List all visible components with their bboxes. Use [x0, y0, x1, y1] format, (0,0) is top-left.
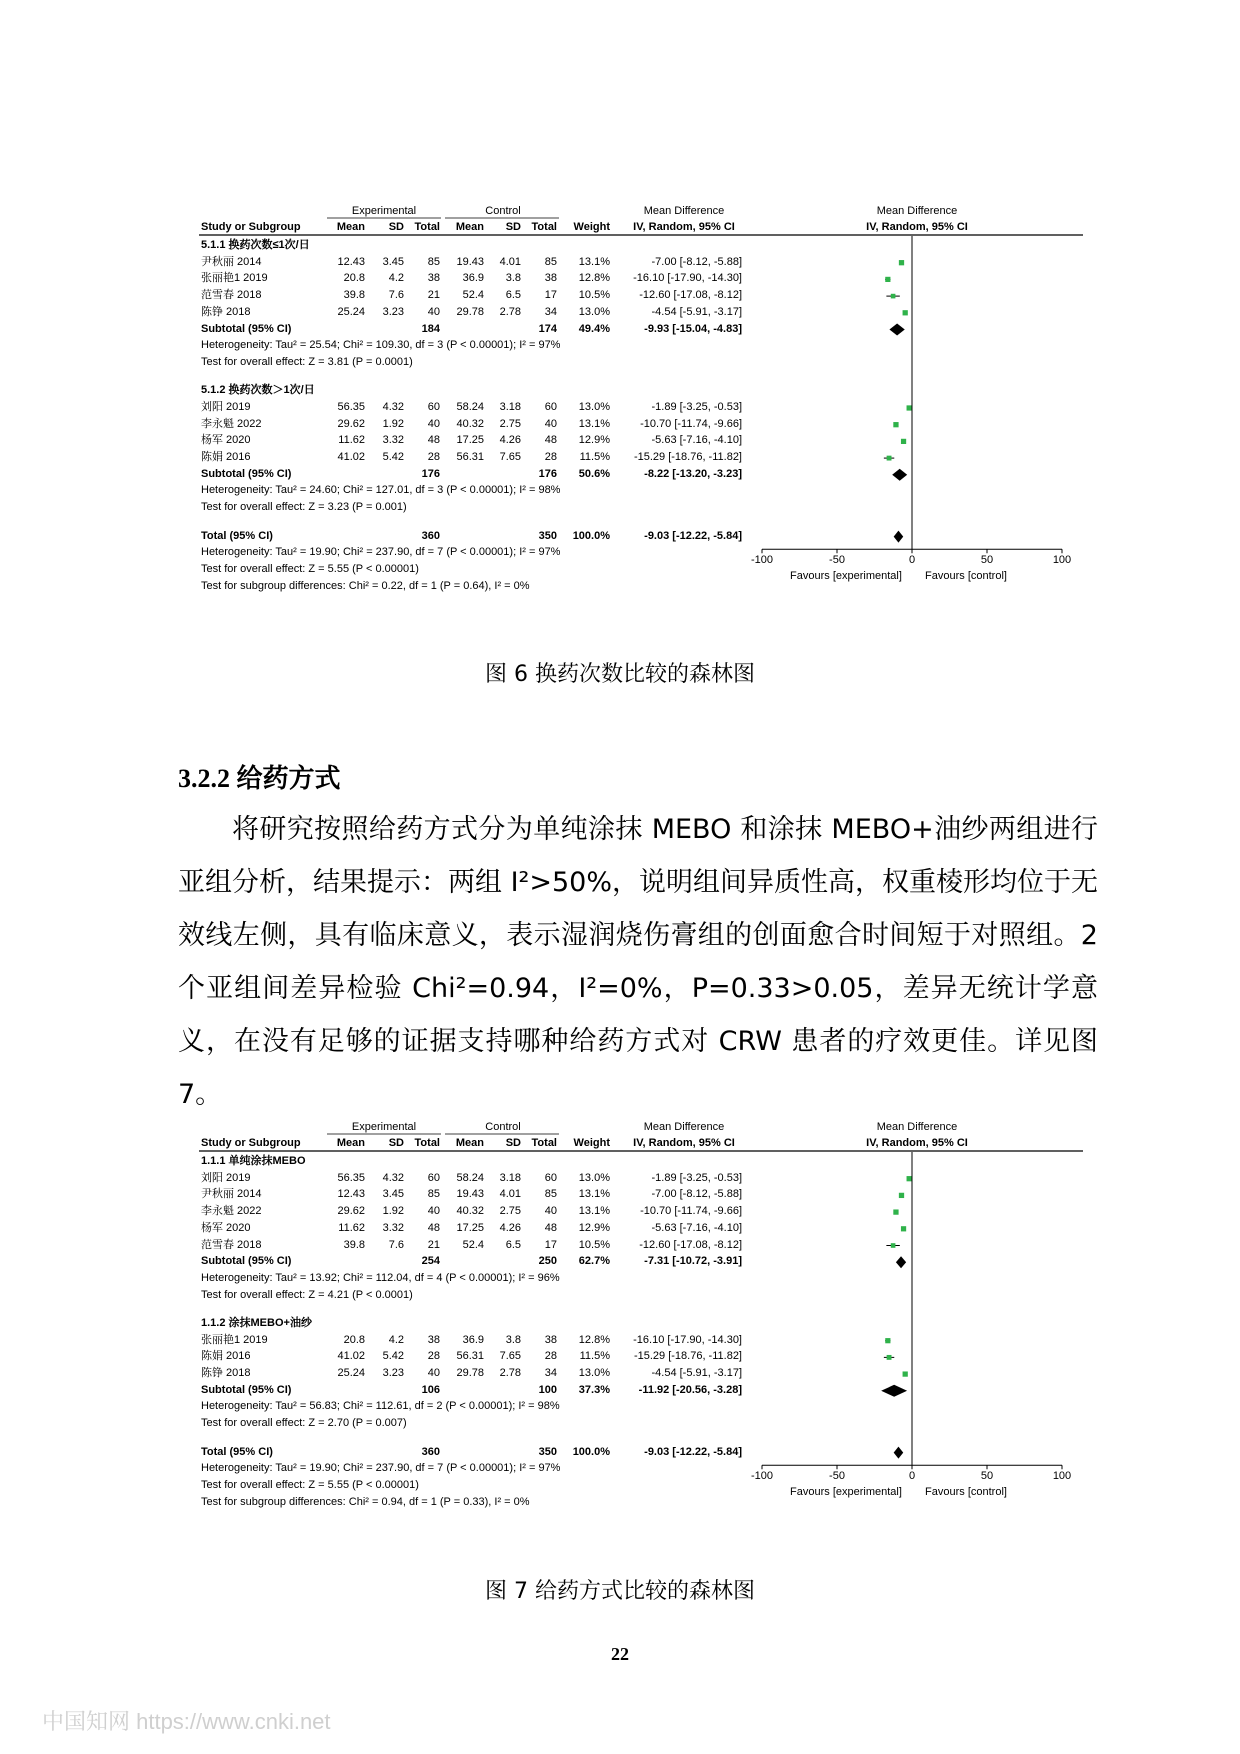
exp-total: 38	[427, 1333, 440, 1346]
ctrl-total: 28	[544, 451, 557, 464]
ctrl-total: 40	[544, 1205, 557, 1218]
subtotal-weight: 49.4%	[578, 322, 610, 335]
ctrl-total: 48	[544, 1221, 557, 1234]
ctrl-sd: 7.65	[499, 451, 521, 464]
header-mean: Mean	[455, 221, 484, 233]
subtotal-exp-total: 184	[421, 322, 440, 335]
header-total: Total	[414, 221, 440, 233]
total-ci: -9.03 [-12.22, -5.84]	[644, 529, 742, 542]
exp-total: 60	[427, 1171, 440, 1184]
study-weight: 13.0%	[578, 305, 610, 318]
total-exp-total: 360	[421, 529, 440, 542]
study-ci: -5.63 [-7.16, -4.10]	[651, 434, 742, 447]
exp-mean: 11.62	[338, 434, 365, 447]
ctrl-mean: 52.4	[462, 289, 484, 302]
exp-sd: 4.32	[382, 1171, 404, 1184]
subtotal-ctrl-total: 100	[538, 1383, 557, 1396]
subtotal-weight: 62.7%	[578, 1255, 610, 1268]
exp-mean: 56.35	[337, 400, 365, 413]
total-overall-effect-text: Test for overall effect: Z = 5.55 (P < 0.00001)	[201, 1478, 419, 1491]
effect-square	[901, 1226, 906, 1231]
ctrl-total: 34	[544, 1367, 557, 1380]
header-mean-difference: Mean Difference	[643, 1121, 725, 1133]
ctrl-mean: 40.32	[456, 417, 484, 430]
exp-mean: 56.35	[337, 1171, 365, 1184]
x-tick-label: 100	[1052, 554, 1072, 567]
ctrl-sd: 3.18	[499, 400, 521, 413]
ctrl-mean: 56.31	[456, 1350, 484, 1363]
effect-square	[891, 1243, 896, 1248]
favours-control-label: Favours [control]	[925, 1486, 1007, 1499]
study-weight: 10.5%	[578, 289, 610, 302]
ctrl-sd: 3.18	[499, 1171, 521, 1184]
exp-total: 21	[427, 1238, 440, 1251]
exp-sd: 3.32	[382, 434, 404, 447]
ctrl-mean: 58.24	[456, 1171, 484, 1184]
header-ci-plot: IV, Random, 95% CI	[866, 221, 968, 233]
ctrl-sd: 6.5	[505, 1238, 521, 1251]
subtotal-ci: -9.93 [-15.04, -4.83]	[644, 322, 742, 335]
exp-total: 40	[427, 305, 440, 318]
exp-mean: 20.8	[343, 272, 365, 285]
study-weight: 11.5%	[579, 451, 610, 464]
study-weight: 11.5%	[579, 1350, 610, 1363]
ctrl-sd: 4.26	[499, 1221, 521, 1234]
exp-sd: 3.32	[382, 1221, 404, 1234]
ctrl-mean: 36.9	[462, 272, 484, 285]
exp-mean: 20.8	[343, 1333, 365, 1346]
ctrl-sd: 2.78	[499, 1367, 521, 1380]
study-weight: 13.1%	[578, 417, 610, 430]
exp-sd: 5.42	[382, 1350, 404, 1363]
header-experimental: Experimental	[351, 1121, 417, 1133]
x-tick-label: 0	[908, 1470, 916, 1483]
header-mean-difference-plot: Mean Difference	[876, 1121, 958, 1133]
ctrl-mean: 58.24	[456, 400, 484, 413]
paragraph-text: 将研究按照给药方式分为单纯涂抹 MEBO 和涂抹 MEBO+油纱两组进行亚组分析，结果提示：两组 I²>50%，说明组间异质性高，权重棱形均位于无效线左侧，具有临床意义，表示湿润烧伤膏组的创面愈合时间短于对照组。2 个亚组间差异检验 Chi²=0.94，I²=0%，P=0.33>0.05，差异无统计学意义，在没有足够的证据支持哪种给药方式对 CRW 患者的疗效更佳。详见图 7。	[178, 814, 1099, 1110]
exp-mean: 39.8	[343, 289, 365, 302]
subgroup-label: 5.1.2 换药次数＞1次/日	[201, 384, 315, 397]
exp-sd: 4.32	[382, 400, 404, 413]
section-heading: 3.2.2 给药方式	[178, 764, 341, 793]
ctrl-total: 34	[544, 305, 557, 318]
exp-mean: 41.02	[337, 1350, 365, 1363]
study-weight: 13.1%	[578, 1205, 610, 1218]
figure-7-caption: 图 7 给药方式比较的森林图	[485, 1579, 755, 1604]
study-ci: -16.10 [-17.90, -14.30]	[633, 272, 742, 285]
study-name: 陈娟 2016	[201, 451, 251, 464]
subtotal-ctrl-total: 174	[538, 322, 557, 335]
total-weight: 100.0%	[572, 1445, 610, 1458]
exp-sd: 1.92	[382, 1205, 404, 1218]
study-ci: -1.89 [-3.25, -0.53]	[651, 1171, 742, 1184]
study-name: 张丽艳1 2019	[201, 272, 268, 285]
ctrl-sd: 2.78	[499, 305, 521, 318]
subgroup-label: 1.1.1 单纯涂抹MEBO	[201, 1155, 306, 1167]
ctrl-mean: 17.25	[456, 434, 484, 447]
subgroup-differences-text: Test for subgroup differences: Chi² = 0.22, df = 1 (P = 0.64), I² = 0%	[201, 579, 530, 592]
subtotal-label: Subtotal (95% CI)	[201, 1255, 292, 1268]
study-ci: -12.60 [-17.08, -8.12]	[639, 289, 742, 302]
exp-total: 21	[427, 289, 440, 302]
exp-mean: 12.43	[337, 255, 365, 268]
subtotal-weight: 37.3%	[578, 1383, 610, 1396]
ctrl-total: 60	[544, 1171, 557, 1184]
study-name: 李永魁 2022	[201, 417, 262, 430]
header-mean: Mean	[455, 1137, 484, 1149]
favours-control-label: Favours [control]	[925, 570, 1007, 583]
header-control: Control	[485, 1121, 521, 1133]
exp-mean: 29.62	[337, 1205, 365, 1218]
study-ci: -15.29 [-18.76, -11.82]	[633, 451, 742, 464]
study-ci: -7.00 [-8.12, -5.88]	[651, 255, 742, 268]
header-total: Total	[531, 221, 557, 233]
exp-sd: 5.42	[382, 451, 404, 464]
study-weight: 13.1%	[578, 255, 610, 268]
exp-total: 48	[427, 434, 440, 447]
exp-mean: 29.62	[337, 417, 365, 430]
ctrl-total: 85	[544, 255, 557, 268]
heterogeneity-text: Heterogeneity: Tau² = 13.92; Chi² = 112.04, df = 4 (P < 0.00001); I² = 96%	[201, 1271, 560, 1284]
exp-sd: 1.92	[382, 417, 404, 430]
subtotal-ctrl-total: 250	[538, 1255, 557, 1268]
exp-mean: 25.24	[337, 305, 365, 318]
x-tick-label: -50	[829, 1470, 845, 1483]
heterogeneity-text: Heterogeneity: Tau² = 56.83; Chi² = 112.61, df = 2 (P < 0.00001); I² = 98%	[201, 1400, 560, 1413]
x-tick-label: 50	[980, 554, 994, 567]
subtotal-label: Subtotal (95% CI)	[201, 467, 292, 480]
x-tick-label: -100	[750, 1470, 774, 1483]
effect-square	[907, 1176, 912, 1181]
exp-sd: 3.45	[382, 255, 404, 268]
ctrl-mean: 40.32	[456, 1205, 484, 1218]
heterogeneity-text: Heterogeneity: Tau² = 25.54; Chi² = 109.30, df = 3 (P < 0.00001); I² = 97%	[201, 339, 561, 352]
header-sd: SD	[388, 1137, 404, 1149]
header-mean: Mean	[336, 221, 365, 233]
study-name: 范雪春 2018	[201, 289, 262, 302]
study-name: 杨军 2020	[201, 434, 251, 447]
figure-6-caption: 图 6 换药次数比较的森林图	[485, 662, 755, 687]
header-sd: SD	[505, 1137, 521, 1149]
subgroup-label: 1.1.2 涂抹MEBO+油纱	[201, 1316, 312, 1329]
ctrl-sd: 2.75	[499, 417, 521, 430]
exp-mean: 25.24	[337, 1367, 365, 1380]
exp-total: 40	[427, 1367, 440, 1380]
ctrl-mean: 36.9	[462, 1333, 484, 1346]
exp-total: 60	[427, 400, 440, 413]
study-weight: 12.8%	[578, 1333, 610, 1346]
ctrl-total: 17	[544, 1238, 557, 1251]
header-ci: IV, Random, 95% CI	[633, 1137, 735, 1149]
study-weight: 13.0%	[578, 1367, 610, 1380]
study-name: 尹秋丽 2014	[201, 1188, 262, 1201]
study-name: 刘阳 2019	[201, 400, 251, 413]
total-ci: -9.03 [-12.22, -5.84]	[644, 1445, 742, 1458]
study-ci: -7.00 [-8.12, -5.88]	[651, 1188, 742, 1201]
overall-effect-text: Test for overall effect: Z = 3.23 (P = 0.001)	[201, 501, 407, 514]
exp-sd: 4.2	[388, 1333, 404, 1346]
effect-square	[887, 1355, 892, 1360]
total-heterogeneity-text: Heterogeneity: Tau² = 19.90; Chi² = 237.90, df = 7 (P < 0.00001); I² = 97%	[201, 546, 561, 559]
ctrl-mean: 29.78	[456, 305, 484, 318]
total-label: Total (95% CI)	[201, 1445, 273, 1458]
ctrl-total: 48	[544, 434, 557, 447]
ctrl-total: 28	[544, 1350, 557, 1363]
ctrl-mean: 29.78	[456, 1367, 484, 1380]
study-ci: -4.54 [-5.91, -3.17]	[651, 305, 742, 318]
subtotal-label: Subtotal (95% CI)	[201, 322, 292, 335]
exp-total: 85	[427, 1188, 440, 1201]
header-control: Control	[485, 205, 521, 217]
ctrl-sd: 3.8	[505, 1333, 521, 1346]
study-name: 范雪春 2018	[201, 1238, 262, 1251]
header-sd: SD	[388, 221, 404, 233]
study-weight: 13.1%	[578, 1188, 610, 1201]
study-ci: -12.60 [-17.08, -8.12]	[639, 1238, 742, 1251]
exp-mean: 39.8	[343, 1238, 365, 1251]
exp-sd: 7.6	[388, 289, 404, 302]
exp-total: 85	[427, 255, 440, 268]
x-tick-label: 100	[1052, 1470, 1072, 1483]
ctrl-sd: 7.65	[499, 1350, 521, 1363]
total-label: Total (95% CI)	[201, 529, 273, 542]
header-mean: Mean	[336, 1137, 365, 1149]
study-name: 陈铮 2018	[201, 1367, 251, 1380]
header-experimental: Experimental	[351, 205, 417, 217]
study-weight: 13.0%	[578, 400, 610, 413]
subtotal-ci: -11.92 [-20.56, -3.28]	[638, 1383, 742, 1396]
total-overall-effect-text: Test for overall effect: Z = 5.55 (P < 0.00001)	[201, 562, 419, 575]
ctrl-total: 85	[544, 1188, 557, 1201]
study-ci: -1.89 [-3.25, -0.53]	[651, 400, 742, 413]
ctrl-sd: 4.26	[499, 434, 521, 447]
subtotal-label: Subtotal (95% CI)	[201, 1383, 292, 1396]
total-weight: 100.0%	[572, 529, 610, 542]
study-weight: 12.9%	[578, 434, 610, 447]
ctrl-sd: 4.01	[499, 1188, 521, 1201]
study-ci: -4.54 [-5.91, -3.17]	[651, 1367, 742, 1380]
study-ci: -16.10 [-17.90, -14.30]	[633, 1333, 742, 1346]
effect-square	[899, 1193, 904, 1198]
exp-sd: 4.2	[388, 272, 404, 285]
total-exp-total: 360	[421, 1445, 440, 1458]
study-name: 陈娟 2016	[201, 1350, 251, 1363]
subtotal-exp-total: 176	[421, 467, 440, 480]
study-weight: 10.5%	[578, 1238, 610, 1251]
overall-effect-text: Test for overall effect: Z = 4.21 (P < 0.0001)	[201, 1288, 413, 1301]
study-name: 尹秋丽 2014	[201, 255, 262, 268]
exp-total: 28	[427, 451, 440, 464]
header-total: Total	[414, 1137, 440, 1149]
ctrl-total: 60	[544, 400, 557, 413]
exp-total: 48	[427, 1221, 440, 1234]
study-weight: 12.8%	[578, 272, 610, 285]
ctrl-sd: 2.75	[499, 1205, 521, 1218]
effect-square	[903, 1371, 908, 1376]
exp-sd: 3.45	[382, 1188, 404, 1201]
subgroup-differences-text: Test for subgroup differences: Chi² = 0.94, df = 1 (P = 0.33), I² = 0%	[201, 1495, 530, 1508]
ctrl-mean: 52.4	[462, 1238, 484, 1251]
exp-total: 40	[427, 1205, 440, 1218]
exp-sd: 3.23	[382, 1367, 404, 1380]
header-total: Total	[531, 1137, 557, 1149]
header-weight: Weight	[573, 221, 610, 233]
header-study: Study or Subgroup	[201, 1137, 301, 1149]
header-weight: Weight	[573, 1137, 610, 1149]
subtotal-exp-total: 254	[421, 1255, 440, 1268]
subtotal-ci: -8.22 [-13.20, -3.23]	[644, 467, 742, 480]
exp-total: 40	[427, 417, 440, 430]
watermark: 中国知网 https://www.cnki.net	[42, 1709, 331, 1734]
ctrl-sd: 3.8	[505, 272, 521, 285]
total-heterogeneity-text: Heterogeneity: Tau² = 19.90; Chi² = 237.90, df = 7 (P < 0.00001); I² = 97%	[201, 1462, 561, 1475]
study-ci: -5.63 [-7.16, -4.10]	[651, 1221, 742, 1234]
x-tick-label: 0	[908, 554, 916, 567]
study-name: 刘阳 2019	[201, 1171, 251, 1184]
study-name: 陈铮 2018	[201, 305, 251, 318]
subtotal-weight: 50.6%	[578, 467, 610, 480]
exp-total: 38	[427, 272, 440, 285]
ctrl-total: 38	[544, 1333, 557, 1346]
exp-total: 28	[427, 1350, 440, 1363]
favours-experimental-label: Favours [experimental]	[790, 1486, 902, 1499]
total-ctrl-total: 350	[538, 1445, 557, 1458]
subtotal-exp-total: 106	[421, 1383, 440, 1396]
exp-mean: 12.43	[337, 1188, 365, 1201]
ctrl-mean: 56.31	[456, 451, 484, 464]
exp-sd: 3.23	[382, 305, 404, 318]
subtotal-diamond	[896, 1256, 906, 1268]
x-tick-label: -50	[829, 554, 845, 567]
exp-mean: 11.62	[338, 1221, 365, 1234]
ctrl-sd: 6.5	[505, 289, 521, 302]
header-mean-difference: Mean Difference	[643, 205, 725, 217]
page-number: 22	[611, 1644, 629, 1664]
effect-square	[885, 1338, 890, 1343]
ctrl-mean: 17.25	[456, 1221, 484, 1234]
study-ci: -15.29 [-18.76, -11.82]	[633, 1350, 742, 1363]
study-ci: -10.70 [-11.74, -9.66]	[640, 417, 742, 430]
ctrl-mean: 19.43	[456, 1188, 484, 1201]
study-name: 李永魁 2022	[201, 1205, 262, 1218]
total-diamond	[894, 1447, 904, 1459]
overall-effect-text: Test for overall effect: Z = 3.81 (P = 0.0001)	[201, 355, 413, 368]
study-ci: -10.70 [-11.74, -9.66]	[640, 1205, 742, 1218]
study-weight: 12.9%	[578, 1221, 610, 1234]
x-tick-label: -100	[750, 554, 774, 567]
study-weight: 13.0%	[578, 1171, 610, 1184]
header-ci-plot: IV, Random, 95% CI	[866, 1137, 968, 1149]
header-sd: SD	[505, 221, 521, 233]
header-study: Study or Subgroup	[201, 221, 301, 233]
ctrl-mean: 19.43	[456, 255, 484, 268]
ctrl-total: 17	[544, 289, 557, 302]
ctrl-total: 40	[544, 417, 557, 430]
header-ci: IV, Random, 95% CI	[633, 221, 735, 233]
effect-square	[893, 1209, 898, 1214]
study-name: 杨军 2020	[201, 1221, 251, 1234]
study-name: 张丽艳1 2019	[201, 1333, 268, 1346]
ctrl-sd: 4.01	[499, 255, 521, 268]
ctrl-total: 38	[544, 272, 557, 285]
subgroup-label: 5.1.1 换药次数≤1次/日	[201, 239, 310, 251]
subtotal-diamond	[881, 1385, 907, 1397]
overall-effect-text: Test for overall effect: Z = 2.70 (P = 0.007)	[201, 1417, 407, 1430]
x-tick-label: 50	[980, 1470, 994, 1483]
exp-sd: 7.6	[388, 1238, 404, 1251]
subtotal-ci: -7.31 [-10.72, -3.91]	[644, 1255, 742, 1268]
favours-experimental-label: Favours [experimental]	[790, 570, 902, 583]
header-mean-difference-plot: Mean Difference	[876, 205, 958, 217]
heterogeneity-text: Heterogeneity: Tau² = 24.60; Chi² = 127.01, df = 3 (P < 0.00001); I² = 98%	[201, 484, 561, 497]
subtotal-ctrl-total: 176	[538, 467, 557, 480]
exp-mean: 41.02	[337, 451, 365, 464]
total-ctrl-total: 350	[538, 529, 557, 542]
